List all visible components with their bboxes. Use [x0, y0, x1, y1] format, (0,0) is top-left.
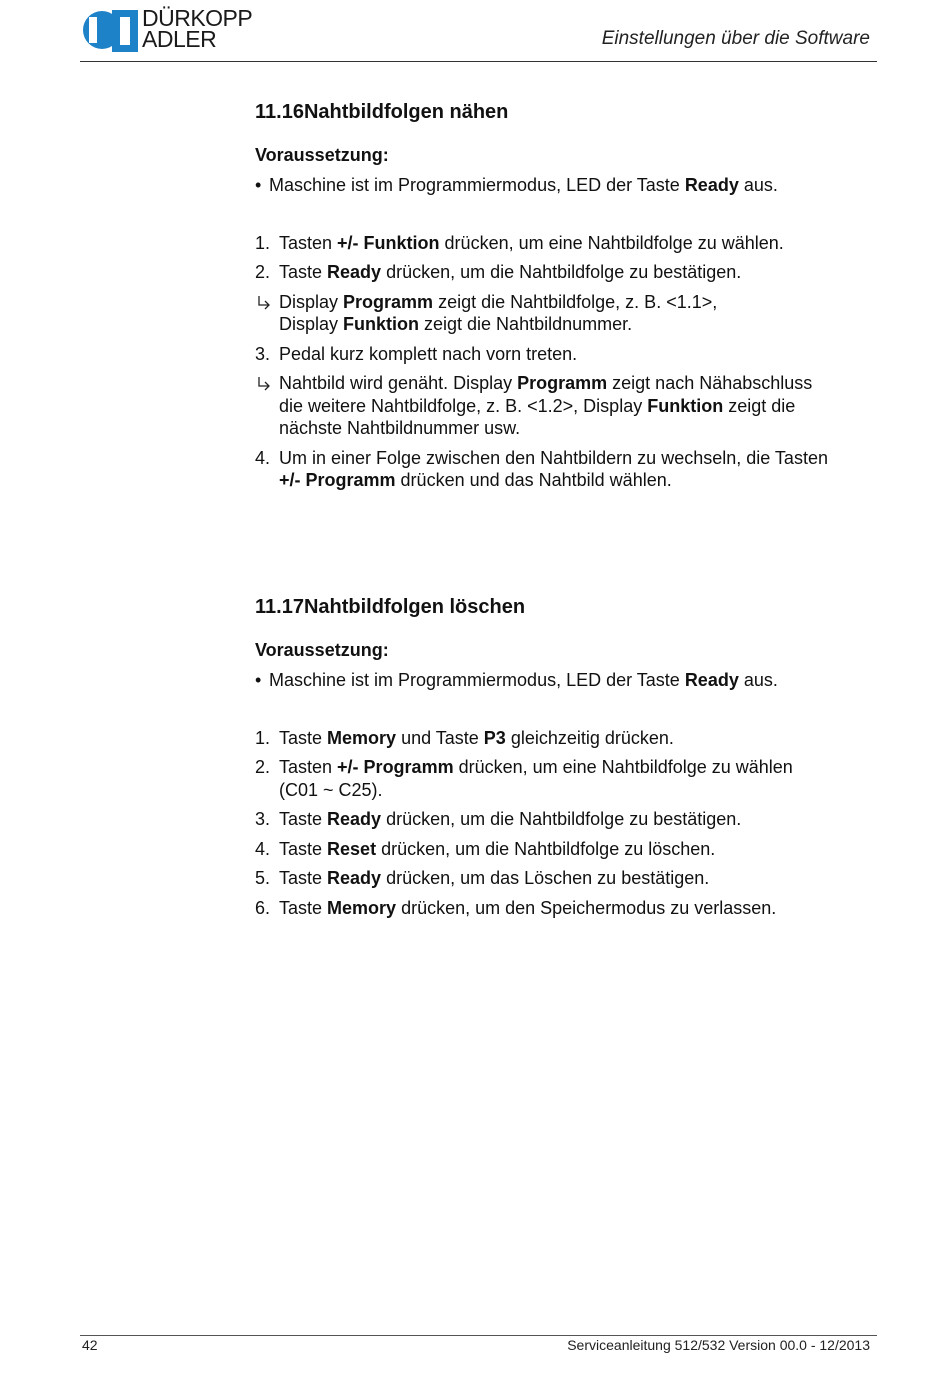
- key-term: Funktion: [343, 314, 420, 334]
- text-run: drücken, um das Löschen zu bestätigen.: [381, 868, 710, 888]
- section-nahtbildfolgen-naehen: [255, 100, 875, 499]
- text-run: Taste: [279, 809, 328, 829]
- key-term: Ready: [327, 809, 382, 829]
- step-number: 6.: [255, 897, 271, 918]
- text-run: zeigt nach Nähabschluss: [607, 373, 813, 393]
- step-text: [279, 757, 793, 800]
- text-run: nächste Nahtbildnummer usw.: [279, 418, 521, 438]
- logo-line-1: DÜRKOPP: [142, 5, 253, 31]
- text-run: Display: [279, 314, 344, 334]
- result-item: [255, 372, 875, 440]
- step-item: [255, 838, 875, 861]
- footer-divider: [80, 1335, 877, 1336]
- prerequisite-label: Voraussetzung:: [255, 145, 389, 165]
- company-logo: [82, 5, 272, 54]
- step-number: 2.: [255, 757, 271, 777]
- step-text: [279, 809, 741, 829]
- step-text: [279, 373, 812, 438]
- page-number: 42: [82, 1337, 98, 1353]
- step-number: 3.: [255, 809, 271, 829]
- step-text: [279, 344, 577, 364]
- step-number: 1.: [255, 232, 271, 253]
- text-run: zeigt die Nahtbildfolge, z. B. <1.1>,: [433, 291, 718, 312]
- text-run: Display: [279, 291, 344, 312]
- text-run: drücken, um die Nahtbildfolge zu löschen.: [376, 838, 716, 859]
- step-item: [255, 897, 875, 920]
- key-term: +/- Funktion: [337, 232, 440, 253]
- prerequisite-label: Voraussetzung:: [255, 640, 389, 660]
- prerequisite-text: [269, 175, 778, 195]
- step-text: [279, 728, 674, 748]
- document-reference: Serviceanleitung 512/532 Version 00.0 - 12/2013: [567, 1337, 870, 1353]
- key-term: Memory: [327, 897, 397, 918]
- text-run: und Taste: [396, 727, 484, 748]
- step-text: [279, 839, 715, 859]
- text-run: Taste: [279, 727, 328, 748]
- section-heading: Nahtbildfolgen nähen: [303, 101, 509, 123]
- text-run: drücken, um die Nahtbildfolge zu bestätigen.: [381, 809, 742, 829]
- text-run: drücken und das Nahtbild wählen.: [395, 470, 672, 490]
- step-item: [255, 261, 875, 284]
- text-run: aus.: [738, 670, 778, 690]
- text-run: Tasten: [279, 757, 338, 777]
- text-run: Maschine ist im Programmiermodus, LED der Taste: [269, 175, 685, 195]
- key-term: Memory: [327, 727, 397, 748]
- section-title: [255, 100, 875, 124]
- step-number: 3.: [255, 343, 271, 364]
- key-term: P3: [483, 727, 506, 748]
- text-run: Maschine ist im Programmiermodus, LED der Taste: [269, 670, 685, 690]
- text-run: zeigt die: [723, 395, 796, 416]
- text-run: Nahtbild wird genäht. Display: [279, 373, 518, 393]
- step-item: [255, 727, 875, 750]
- text-run: drücken, um den Speichermodus zu verlassen.: [396, 897, 777, 918]
- key-term: Ready: [684, 175, 739, 195]
- key-term: +/- Programm: [279, 470, 396, 490]
- text-run: Taste: [279, 897, 328, 918]
- step-item: [255, 808, 875, 831]
- step-number: 4.: [255, 447, 271, 468]
- step-number: 2.: [255, 262, 271, 282]
- step-item: [255, 232, 875, 255]
- text-run: die weitere Nahtbildfolge, z. B. <1.2>, Display: [279, 395, 648, 416]
- step-text: [279, 262, 741, 282]
- logo-wordmark: [142, 5, 253, 52]
- text-run: drücken, um die Nahtbildfolge zu bestätigen.: [381, 262, 742, 282]
- logo-line-2: ADLER: [142, 26, 217, 52]
- section-nahtbildfolgen-loeschen: [255, 595, 875, 926]
- key-term: Ready: [327, 262, 382, 282]
- section-number: 11.16: [255, 101, 304, 123]
- step-text: [279, 448, 828, 491]
- header-divider: [80, 61, 877, 62]
- section-heading: Nahtbildfolgen löschen: [303, 596, 526, 618]
- step-text: [279, 233, 784, 253]
- text-run: Taste: [279, 868, 328, 888]
- result-arrow-icon: [257, 295, 271, 310]
- step-item: [255, 867, 875, 890]
- step-text: [279, 292, 717, 335]
- section-title: [255, 595, 875, 619]
- text-run: zeigt die Nahtbildnummer.: [419, 314, 633, 334]
- bullet-marker: •: [255, 175, 262, 195]
- prerequisite-item: [255, 669, 875, 692]
- key-term: Programm: [343, 291, 434, 312]
- key-term: Reset: [327, 838, 377, 859]
- duerkopp-adler-logo-icon: [82, 8, 138, 54]
- text-run: Pedal kurz komplett nach vorn treten.: [279, 343, 578, 364]
- step-item: [255, 343, 875, 366]
- text-run: drücken, um eine Nahtbildfolge zu wählen: [453, 757, 793, 777]
- result-item: [255, 291, 875, 336]
- step-number: 4.: [255, 838, 271, 859]
- step-number: 5.: [255, 868, 271, 888]
- key-term: +/- Programm: [337, 757, 454, 777]
- step-text: [279, 868, 709, 888]
- text-run: Taste: [279, 262, 328, 282]
- step-number: 1.: [255, 727, 271, 748]
- text-run: gleichzeitig drücken.: [505, 727, 674, 748]
- text-run: Taste: [279, 838, 328, 859]
- step-item: [255, 447, 875, 492]
- section-number: 11.17: [255, 596, 304, 618]
- text-run: aus.: [738, 175, 778, 195]
- header-title: Einstellungen über die Software: [601, 28, 870, 49]
- text-run: drücken, um eine Nahtbildfolge zu wählen.: [439, 232, 784, 253]
- step-item: [255, 756, 875, 801]
- text-run: Tasten: [279, 232, 338, 253]
- key-term: Ready: [327, 868, 382, 888]
- prerequisite-text: [269, 670, 778, 690]
- key-term: Ready: [684, 670, 739, 690]
- step-list: [255, 727, 875, 920]
- text-run: (C01 ~ C25).: [279, 779, 383, 800]
- prerequisite-item: [255, 174, 875, 197]
- text-run: Um in einer Folge zwischen den Nahtbildern zu wechseln, die Tasten: [279, 447, 828, 468]
- step-list: [255, 232, 875, 492]
- step-text: [279, 898, 776, 918]
- key-term: Programm: [517, 373, 608, 393]
- bullet-marker: •: [255, 670, 262, 690]
- key-term: Funktion: [647, 395, 724, 416]
- result-arrow-icon: [257, 376, 271, 391]
